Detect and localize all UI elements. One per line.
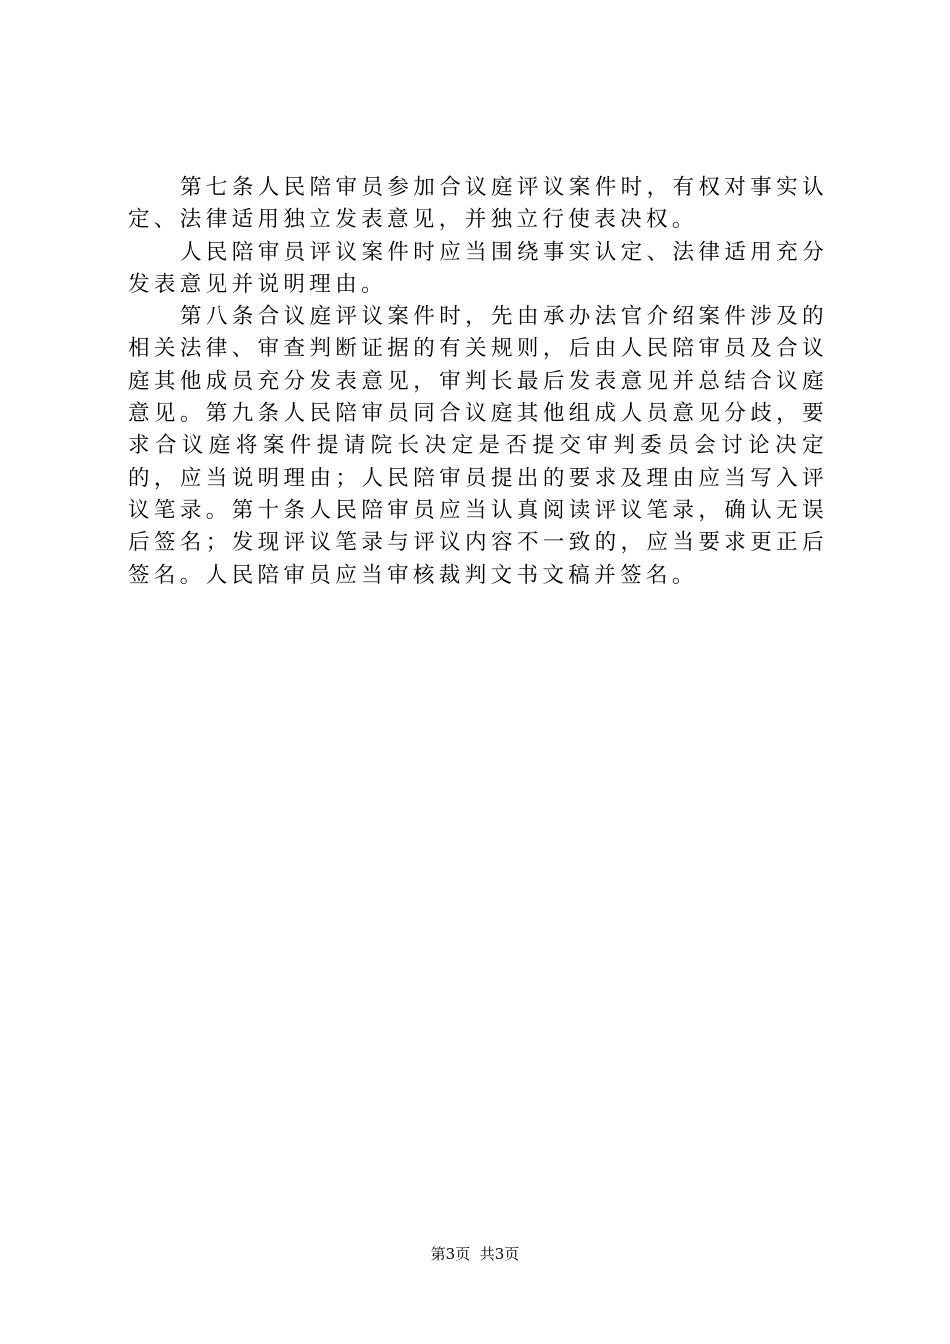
- paragraph-article-7: 第七条人民陪审员参加合议庭评议案件时，有权对事实认定、法律适用独立发表意见，并独立行使表决权。: [128, 175, 828, 233]
- paragraph-article-7-continued: 人民陪审员评议案件时应当围绕事实认定、法律适用充分发表意见并说明理由。: [128, 239, 828, 297]
- page-total: 共3页: [479, 1245, 520, 1263]
- footer-spacer: [470, 1245, 480, 1263]
- paragraph-articles-8-10: 第八条合议庭评议案件时，先由承办法官介绍案件涉及的相关法律、审查判断证据的有关规则，后由人民陪审员及合议庭其他成员充分发表意见，审判长最后发表意见并总结合议庭意见。第九条人民陪审员同合议庭其他组成人员意见分歧，要求合议庭将案件提请院长决定是否提交审判委员会讨论决定的，应当说明理由；人民陪审员提出的要求及理由应当写入评议笔录。第十条人民陪审员应当认真阅读评议笔录，确认无误后签名；发现评议笔录与评议内容不一致的，应当要求更正后签名。人民陪审员应当审核裁判文书文稿并签名。: [128, 304, 828, 588]
- page-number: 第3页: [430, 1245, 471, 1263]
- page-footer: [0, 1244, 950, 1264]
- document-body: [128, 172, 828, 592]
